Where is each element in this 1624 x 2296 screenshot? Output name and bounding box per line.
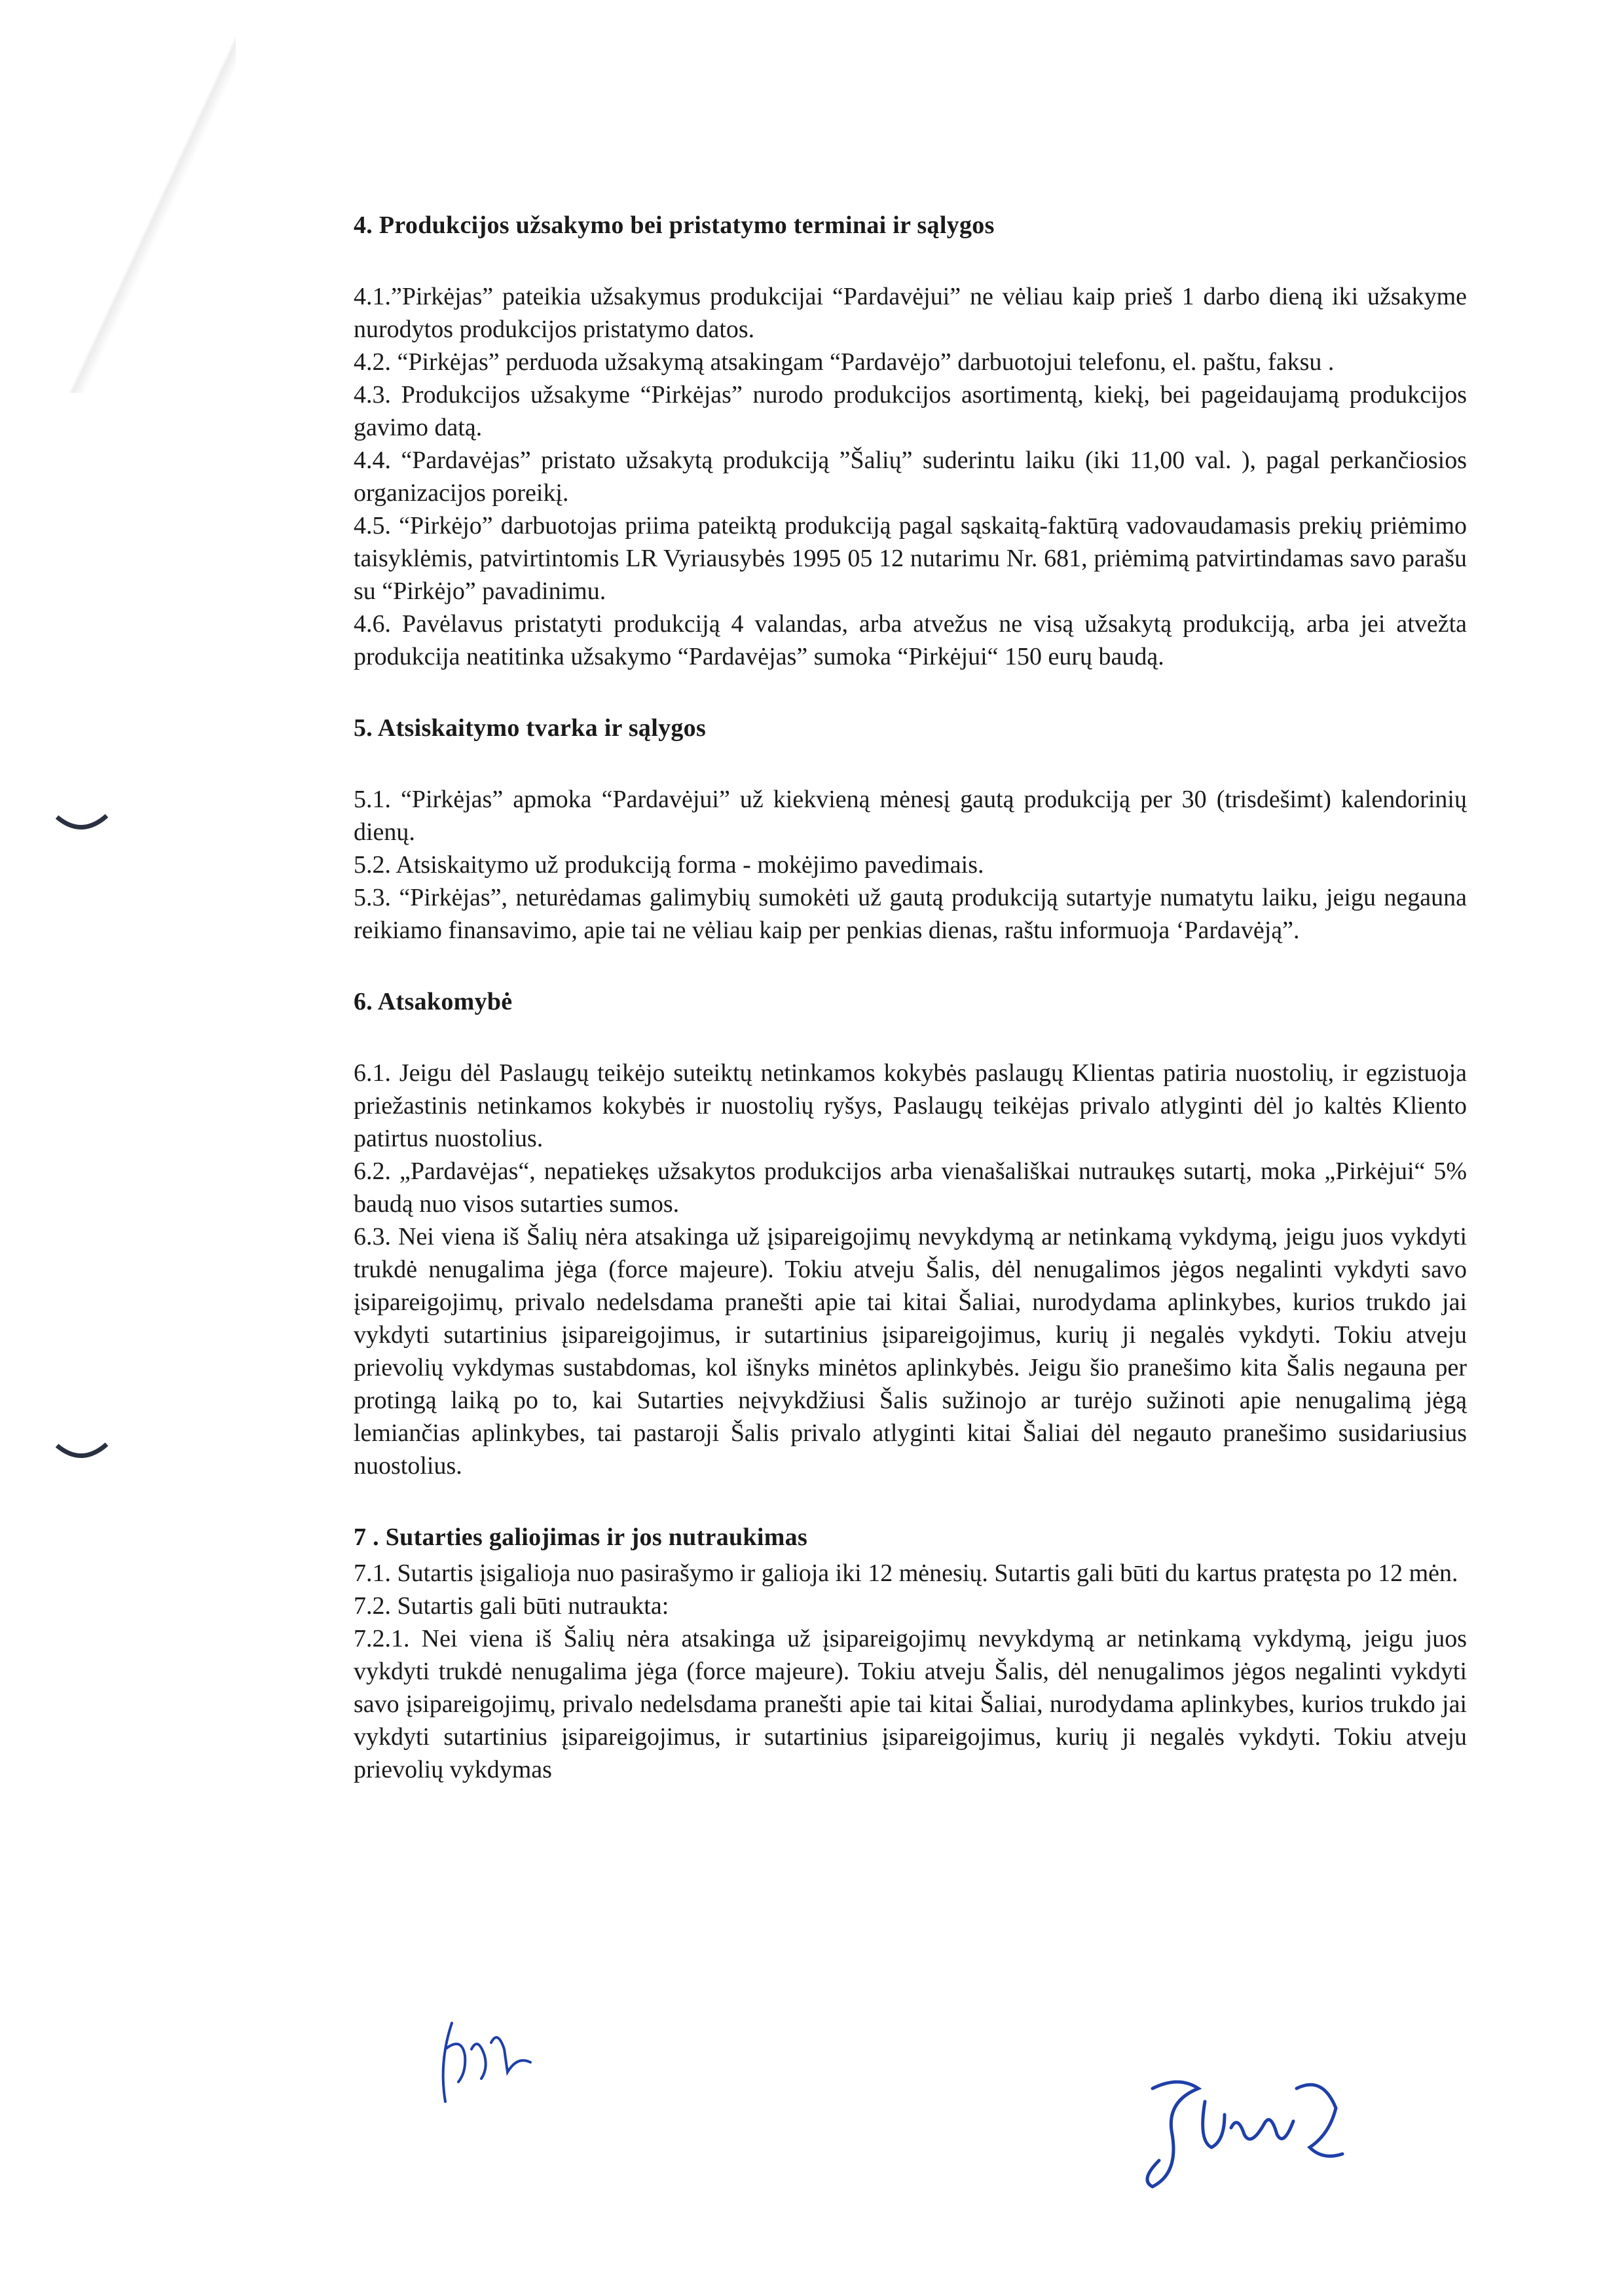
clause-6-1: 6.1. Jeigu dėl Paslaugų teikėjo suteiktų netinkamos kokybės paslaugų Klientas patiria nuostolių, ir egzistuoja priežastinis netinkamos kokybės ir nuostolių ryšys, Paslaugų teikėjas privalo atlyginti dėl jo kaltės Kliento patirtus nuostolius. [354, 1059, 1467, 1152]
clause-4-5: 4.5. “Pirkėjo” darbuotojas priima pateiktą produkciją pagal sąskaitą-faktūrą vadovaudamasis prekių priėmimo taisyklėmis, patvirtintomis LR Vyriausybės 1995 05 12 nutarimu Nr. 681, priėmimą patvirtindamas savo parašu su “Pirkėjo” pavadinimu. [354, 512, 1467, 605]
clause-4-3: 4.3. Produkcijos užsakyme “Pirkėjas” nurodo produkcijos asortimentą, kiekį, bei pageidaujamą produkcijos gavimo datą. [354, 381, 1467, 441]
section-5 [354, 712, 1467, 947]
scan-shadow-edge [0, 0, 236, 393]
section-title: 5. Atsiskaitymo tvarka ir sąlygos [354, 714, 707, 742]
punch-hole-mark-bottom [56, 1440, 108, 1460]
clause-4-1: 4.1.”Pirkėjas” pateikia užsakymus produkcijai “Pardavėjui” ne vėliau kaip prieš 1 darbo dieną iki užsakyme nurodytos produkcijos pristatymo datos. [354, 283, 1467, 343]
punch-hole-mark-top [56, 812, 108, 831]
clause-7-2: 7.2. Sutartis gali būti nutraukta: [354, 1592, 669, 1620]
section-title: 7 . Sutarties galiojimas ir jos nutraukimas [354, 1523, 808, 1551]
clause-5-2: 5.2. Atsiskaitymo už produkciją forma - mokėjimo pavedimais. [354, 851, 984, 879]
clause-4-6: 4.6. Pavėlavus pristatyti produkciją 4 valandas, arba atvežus ne visą užsakytą produkciją, arba jei atvežta produkcija neatitinka užsakymo “Pardavėjas” sumoka “Pirkėjui“ 150 eurų baudą. [354, 610, 1467, 670]
clause-7-2-1: 7.2.1. Nei viena iš Šalių nėra atsakinga už įsipareigojimų nevykdymą ar netinkamą vykdymą, jeigu juos vykdyti trukdė nenugalima jėga (force majeure). Tokiu atveju Šalis, dėl nenugalimos jėgos negalinti vykdyti savo įsipareigojimų, privalo nedelsdama pranešti apie tai kitai Šaliai, nurodydama aplinkybes, kurios trukdo jai vykdyti sutartinius įsipareigojimus, ir sutartinius įsipareigojimus, kurių ji negalės vykdyti. Tokiu atveju prievolių vykdymas [354, 1625, 1467, 1783]
document-body [354, 210, 1467, 1819]
clause-5-1: 5.1. “Pirkėjas” apmoka “Pardavėjui” už kiekvieną mėnesį gautą produkciją per 30 (trisdešimt) kalendorinių dienų. [354, 786, 1467, 846]
clause-6-2: 6.2. „Pardavėjas“, nepatiekęs užsakytos produkcijos arba vienašališkai nutraukęs sutartį, moka „Pirkėjui“ 5% baudą nuo visos sutarties sumos. [354, 1157, 1467, 1218]
signature-left [426, 2010, 557, 2115]
section-4 [354, 210, 1467, 673]
section-7 [354, 1522, 1467, 1786]
clause-7-1: 7.1. Sutartis įsigalioja nuo pasirašymo ir galioja iki 12 mėnesių. Sutartis gali būti du kartus pratęsta po 12 mėn. [354, 1559, 1458, 1587]
clause-4-4: 4.4. “Pardavėjas” pristato užsakytą produkciją ”Šalių” suderintu laiku (iki 11,00 val. ), pagal perkančiosios organizacijos poreikį. [354, 446, 1467, 507]
clause-6-3: 6.3. Nei viena iš Šalių nėra atsakinga už įsipareigojimų nevykdymą ar netinkamą vykdymą, jeigu juos vykdyti trukdė nenugalima jėga (force majeure). Tokiu atveju Šalis, dėl nenugalimos jėgos negalinti vykdyti savo įsipareigojimų, privalo nedelsdama pranešti apie tai kitai Šaliai, nurodydama aplinkybes, kurios trukdo jai vykdyti sutartinius įsipareigojimus, ir sutartinius įsipareigojimus, kurių ji negalės vykdyti. Tokiu atveju prievolių vykdymas sustabdomas, kol išnyks minėtos aplinkybės. Jeigu šio pranešimo kita Šalis negauna per protingą laiką po to, kai Sutarties neįvykdžiusi Šalis sužinojo ar turėjo sužinoti apie nenugalimą jėgą lemiančias aplinkybes, tai pastaroji Šalis privalo atlyginti kitai Šaliai dėl negauto pranešimo susidariusius nuostolius. [354, 1223, 1467, 1480]
clause-4-2: 4.2. “Pirkėjas” perduoda užsakymą atsakingam “Pardavėjo” darbuotojui telefonu, el. paštu, faksu . [354, 348, 1335, 376]
section-title: 4. Produkcijos užsakymo bei pristatymo terminai ir sąlygos [354, 211, 995, 239]
signature-right [1126, 2062, 1362, 2193]
clause-5-3: 5.3. “Pirkėjas”, neturėdamas galimybių sumokėti už gautą produkciją sutartyje numatytu laiku, jeigu negauna reikiamo finansavimo, apie tai ne vėliau kaip per penkias dienas, raštu informuoja ‘Pardavėją”. [354, 884, 1467, 944]
section-6 [354, 986, 1467, 1482]
section-title: 6. Atsakomybė [354, 988, 513, 1015]
